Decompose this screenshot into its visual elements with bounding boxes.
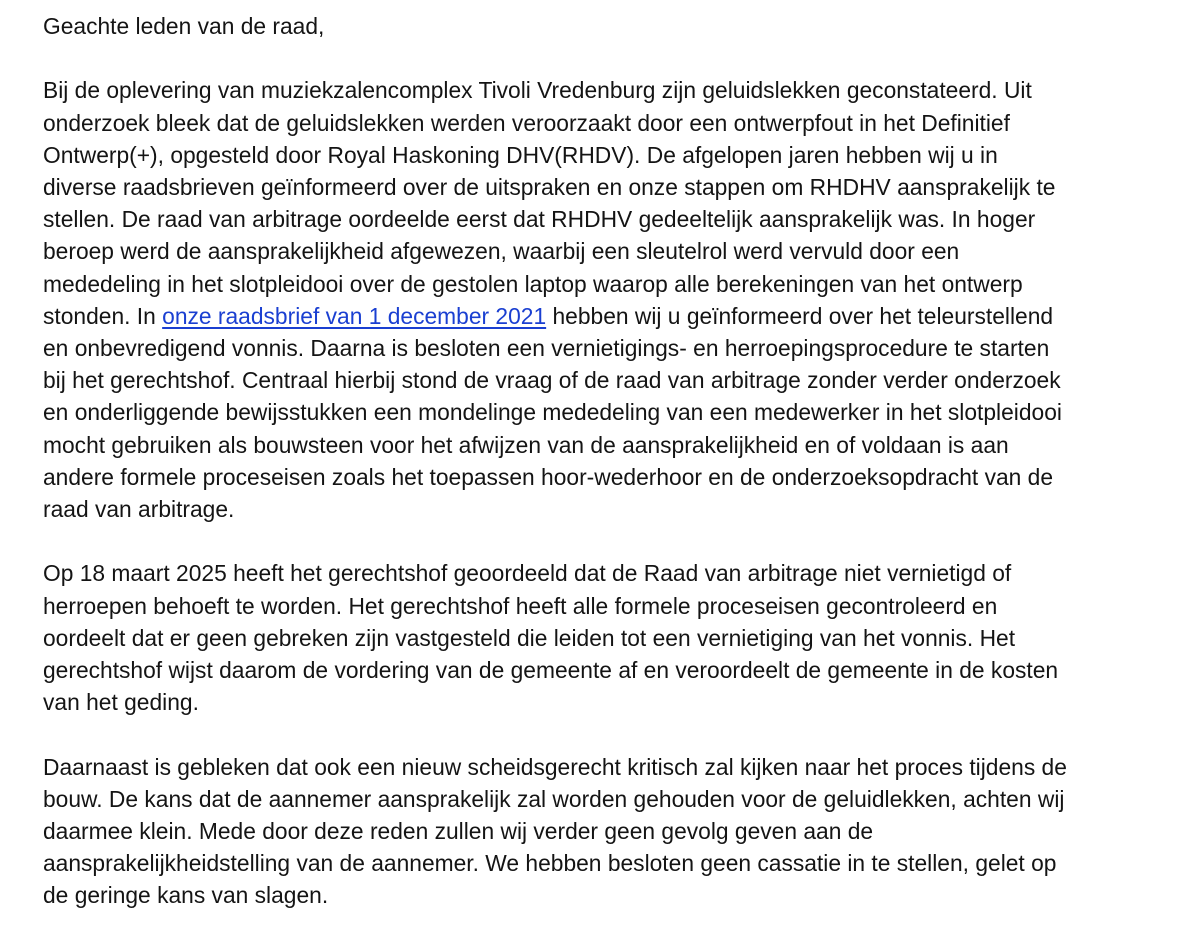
text-line: van het geding. (43, 689, 199, 716)
paragraph-3 (43, 751, 1163, 912)
text-line: gerechtshof wijst daarom de vordering van de gemeente af en veroordeelt de gemeente in de kosten (43, 657, 1059, 684)
text-line: beroep werd de aansprakelijkheid afgewezen, waarbij een sleutelrol werd vervuld door een (43, 238, 960, 265)
text-line: aansprakelijkheidstelling van de aannemer. We hebben besloten geen cassatie in te stellen, gelet op (43, 850, 1057, 877)
text-line: en onbevredigend vonnis. Daarna is besloten een vernietigings- en herroepingsprocedure te starten (43, 335, 1050, 362)
text-line: bouw. De kans dat de aannemer aansprakelijk zal worden gehouden voor de geluidlekken, achten wij (43, 785, 1065, 812)
salutation-line: Geachte leden van de raad, (43, 13, 325, 39)
text-line: de geringe kans van slagen. (43, 882, 329, 909)
text-line: oordeelt dat er geen gebreken zijn vastgesteld die leiden tot een vernietiging van het vonnis. Het (43, 624, 1016, 651)
paragraph-gap (43, 718, 1163, 750)
text-line: mededeling in het slotpleidooi over de gestolen laptop waarop alle berekeningen van het ontwerp (43, 270, 1023, 297)
text-line: bij het gerechtshof. Centraal hierbij stond de vraag of de raad van arbitrage zonder verder onderzoek (43, 367, 1061, 394)
text-line: onderzoek bleek dat de geluidslekken werden veroorzaakt door een ontwerpfout in het Definitief (43, 109, 1010, 136)
text-line: Bij de oplevering van muziekzalencomplex Tivoli Vredenburg zijn geluidslekken geconstateerd. Uit (43, 77, 1032, 104)
text-line: Op 18 maart 2025 heeft het gerechtshof geoordeeld dat de Raad van arbitrage niet vernietigd of (43, 560, 1012, 587)
paragraph-gap (43, 42, 1163, 74)
paragraph-1 (43, 74, 1163, 525)
text-line: diverse raadsbrieven geïnformeerd over de uitspraken en onze stappen om RHDHV aansprakelijk te (43, 174, 1056, 200)
text-line: en onderliggende bewijsstukken een mondelinge mededeling van een medewerker in het slotpleidooi (43, 399, 1062, 426)
text-line: Ontwerp(+), opgesteld door Royal Haskoning DHV(RHDV). De afgelopen jaren hebben wij u in (43, 141, 998, 168)
raadsbrief-link[interactable]: onze raadsbrief van 1 december 2021 (162, 302, 547, 329)
text-line: andere formele proceseisen zoals het toepassen hoor-wederhoor en de onderzoeksopdracht van de (43, 463, 1054, 490)
text-line: daarmee klein. Mede door deze reden zullen wij verder geen gevolg geven aan de (43, 818, 874, 845)
text-line: herroepen behoeft te worden. Het gerechtshof heeft alle formele proceseisen gecontroleerd en (43, 592, 998, 619)
text-line-with-link (43, 300, 1163, 332)
text-line: Daarnaast is gebleken dat ook een nieuw scheidsgerecht kritisch zal kijken naar het proces tijdens de (43, 753, 1067, 780)
text-line: mocht gebruiken als bouwsteen voor het afwijzen van de aansprakelijkheid en of voldaan is aan (43, 431, 1009, 458)
link-line-before: stonden. In (43, 302, 163, 329)
salutation (43, 10, 1163, 42)
letter-body (43, 10, 1163, 912)
text-line: raad van arbitrage. (43, 496, 235, 523)
text-line: stellen. De raad van arbitrage oordeelde eerst dat RHDHV gedeeltelijk aansprakelijk was. In hoger (43, 206, 1036, 233)
paragraph-gap (43, 525, 1163, 557)
paragraph-2 (43, 557, 1163, 718)
link-line-after: hebben wij u geïnformeerd over het teleurstellend (546, 302, 1054, 329)
